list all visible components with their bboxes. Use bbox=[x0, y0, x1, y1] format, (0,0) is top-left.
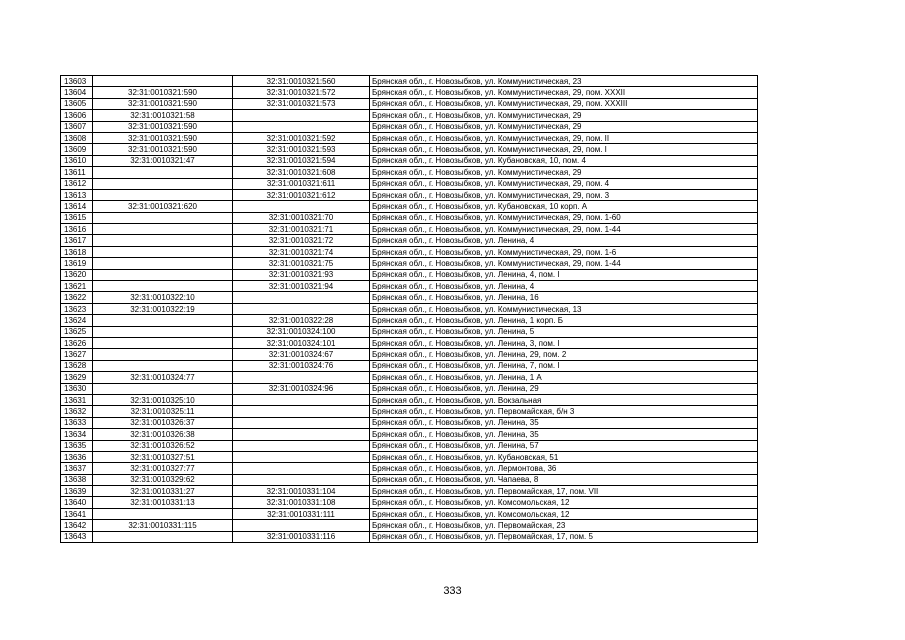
record-number-cell: 13639 bbox=[61, 486, 93, 497]
table-row bbox=[61, 121, 758, 132]
table-row bbox=[61, 212, 758, 223]
land-cadastral-number-cell bbox=[93, 315, 233, 326]
table-row bbox=[61, 326, 758, 337]
building-cadastral-number-cell bbox=[233, 451, 370, 462]
record-number-cell: 13615 bbox=[61, 212, 93, 223]
table-row bbox=[61, 144, 758, 155]
land-cadastral-number-cell: 32:31:0010331:27 bbox=[93, 486, 233, 497]
building-cadastral-number-cell bbox=[233, 292, 370, 303]
table-row bbox=[61, 235, 758, 246]
address-cell: Брянская обл., г. Новозыбков, ул. Вокзальная bbox=[370, 394, 758, 405]
land-cadastral-number-cell bbox=[93, 531, 233, 542]
table-row bbox=[61, 269, 758, 280]
address-cell: Брянская обл., г. Новозыбков, ул. Коммунистическая, 29, пом. XXXII bbox=[370, 87, 758, 98]
building-cadastral-number-cell: 32:31:0010324:100 bbox=[233, 326, 370, 337]
record-number-cell: 13604 bbox=[61, 87, 93, 98]
land-cadastral-number-cell bbox=[93, 508, 233, 519]
address-cell: Брянская обл., г. Новозыбков, ул. Ленина, 16 bbox=[370, 292, 758, 303]
record-number-cell: 13603 bbox=[61, 76, 93, 87]
building-cadastral-number-cell: 32:31:0010321:74 bbox=[233, 246, 370, 257]
record-number-cell: 13637 bbox=[61, 463, 93, 474]
record-number-cell: 13640 bbox=[61, 497, 93, 508]
building-cadastral-number-cell: 32:31:0010321:594 bbox=[233, 155, 370, 166]
building-cadastral-number-cell bbox=[233, 417, 370, 428]
address-cell: Брянская обл., г. Новозыбков, ул. Коммунистическая, 29, пом. 1-44 bbox=[370, 224, 758, 235]
land-cadastral-number-cell bbox=[93, 281, 233, 292]
land-cadastral-number-cell: 32:31:0010326:52 bbox=[93, 440, 233, 451]
record-number-cell: 13636 bbox=[61, 451, 93, 462]
address-cell: Брянская обл., г. Новозыбков, ул. Коммунистическая, 29, пом. 1-60 bbox=[370, 212, 758, 223]
address-cell: Брянская обл., г. Новозыбков, ул. Первомайская, 23 bbox=[370, 520, 758, 531]
record-number-cell: 13606 bbox=[61, 110, 93, 121]
land-cadastral-number-cell bbox=[93, 212, 233, 223]
table-row bbox=[61, 520, 758, 531]
land-cadastral-number-cell: 32:31:0010324:77 bbox=[93, 372, 233, 383]
table-row bbox=[61, 189, 758, 200]
record-number-cell: 13614 bbox=[61, 201, 93, 212]
address-cell: Брянская обл., г. Новозыбков, ул. Комсомольская, 12 bbox=[370, 508, 758, 519]
land-cadastral-number-cell: 32:31:0010321:590 bbox=[93, 144, 233, 155]
building-cadastral-number-cell: 32:31:0010324:101 bbox=[233, 337, 370, 348]
address-cell: Брянская обл., г. Новозыбков, ул. Коммунистическая, 13 bbox=[370, 303, 758, 314]
address-cell: Брянская обл., г. Новозыбков, ул. Ленина, 1 корп. Б bbox=[370, 315, 758, 326]
address-cell: Брянская обл., г. Новозыбков, ул. Коммунистическая, 29 bbox=[370, 110, 758, 121]
building-cadastral-number-cell bbox=[233, 520, 370, 531]
address-cell: Брянская обл., г. Новозыбков, ул. Коммунистическая, 29, пом. 4 bbox=[370, 178, 758, 189]
table-row bbox=[61, 98, 758, 109]
building-cadastral-number-cell: 32:31:0010321:612 bbox=[233, 189, 370, 200]
building-cadastral-number-cell bbox=[233, 394, 370, 405]
record-number-cell: 13641 bbox=[61, 508, 93, 519]
building-cadastral-number-cell: 32:31:0010321:72 bbox=[233, 235, 370, 246]
address-cell: Брянская обл., г. Новозыбков, ул. Лермонтова, 36 bbox=[370, 463, 758, 474]
building-cadastral-number-cell bbox=[233, 406, 370, 417]
address-cell: Брянская обл., г. Новозыбков, ул. Ленина, 29 bbox=[370, 383, 758, 394]
record-number-cell: 13638 bbox=[61, 474, 93, 485]
table-row bbox=[61, 132, 758, 143]
record-number-cell: 13633 bbox=[61, 417, 93, 428]
building-cadastral-number-cell: 32:31:0010321:70 bbox=[233, 212, 370, 223]
address-cell: Брянская обл., г. Новозыбков, ул. Первомайская, 17, пом. VII bbox=[370, 486, 758, 497]
table-row bbox=[61, 76, 758, 87]
record-number-cell: 13607 bbox=[61, 121, 93, 132]
table-row bbox=[61, 178, 758, 189]
land-cadastral-number-cell: 32:31:0010329:62 bbox=[93, 474, 233, 485]
building-cadastral-number-cell: 32:31:0010321:560 bbox=[233, 76, 370, 87]
land-cadastral-number-cell bbox=[93, 235, 233, 246]
address-cell: Брянская обл., г. Новозыбков, ул. Коммунистическая, 29, пом. II bbox=[370, 132, 758, 143]
building-cadastral-number-cell bbox=[233, 474, 370, 485]
table-row bbox=[61, 292, 758, 303]
building-cadastral-number-cell bbox=[233, 440, 370, 451]
address-cell: Брянская обл., г. Новозыбков, ул. Коммунистическая, 29 bbox=[370, 167, 758, 178]
record-number-cell: 13611 bbox=[61, 167, 93, 178]
land-cadastral-number-cell: 32:31:0010322:10 bbox=[93, 292, 233, 303]
record-number-cell: 13608 bbox=[61, 132, 93, 143]
record-number-cell: 13609 bbox=[61, 144, 93, 155]
table-row bbox=[61, 440, 758, 451]
building-cadastral-number-cell: 32:31:0010331:111 bbox=[233, 508, 370, 519]
table-row bbox=[61, 394, 758, 405]
table-row bbox=[61, 417, 758, 428]
building-cadastral-number-cell: 32:31:0010322:28 bbox=[233, 315, 370, 326]
address-cell: Брянская обл., г. Новозыбков, ул. Ленина, 29, пом. 2 bbox=[370, 349, 758, 360]
building-cadastral-number-cell: 32:31:0010321:573 bbox=[233, 98, 370, 109]
land-cadastral-number-cell: 32:31:0010321:47 bbox=[93, 155, 233, 166]
table-row bbox=[61, 531, 758, 542]
table-row bbox=[61, 224, 758, 235]
table-row bbox=[61, 451, 758, 462]
address-cell: Брянская обл., г. Новозыбков, ул. Ленина, 4 bbox=[370, 281, 758, 292]
land-cadastral-number-cell: 32:31:0010322:19 bbox=[93, 303, 233, 314]
address-cell: Брянская обл., г. Новозыбков, ул. Кубановская, 51 bbox=[370, 451, 758, 462]
record-number-cell: 13630 bbox=[61, 383, 93, 394]
land-cadastral-number-cell bbox=[93, 269, 233, 280]
table-row bbox=[61, 258, 758, 269]
land-cadastral-number-cell bbox=[93, 383, 233, 394]
building-cadastral-number-cell: 32:31:0010331:108 bbox=[233, 497, 370, 508]
record-number-cell: 13610 bbox=[61, 155, 93, 166]
table-row bbox=[61, 497, 758, 508]
address-cell: Брянская обл., г. Новозыбков, ул. Первомайская, б/н 3 bbox=[370, 406, 758, 417]
registry-table-body bbox=[61, 76, 758, 543]
address-cell: Брянская обл., г. Новозыбков, ул. Коммунистическая, 29, пом. 3 bbox=[370, 189, 758, 200]
address-cell: Брянская обл., г. Новозыбков, ул. Коммунистическая, 29, пом. 1-6 bbox=[370, 246, 758, 257]
address-cell: Брянская обл., г. Новозыбков, ул. Ленина, 5 bbox=[370, 326, 758, 337]
building-cadastral-number-cell bbox=[233, 303, 370, 314]
table-row bbox=[61, 474, 758, 485]
building-cadastral-number-cell: 32:31:0010331:104 bbox=[233, 486, 370, 497]
table-row bbox=[61, 110, 758, 121]
building-cadastral-number-cell: 32:31:0010321:608 bbox=[233, 167, 370, 178]
address-cell: Брянская обл., г. Новозыбков, ул. Комсомольская, 12 bbox=[370, 497, 758, 508]
building-cadastral-number-cell bbox=[233, 463, 370, 474]
address-cell: Брянская обл., г. Новозыбков, ул. Коммунистическая, 29, пом. XXXIII bbox=[370, 98, 758, 109]
land-cadastral-number-cell bbox=[93, 178, 233, 189]
land-cadastral-number-cell: 32:31:0010325:11 bbox=[93, 406, 233, 417]
table-row bbox=[61, 87, 758, 98]
building-cadastral-number-cell bbox=[233, 110, 370, 121]
land-cadastral-number-cell bbox=[93, 360, 233, 371]
address-cell: Брянская обл., г. Новозыбков, ул. Коммунистическая, 23 bbox=[370, 76, 758, 87]
address-cell: Брянская обл., г. Новозыбков, ул. Ленина, 35 bbox=[370, 417, 758, 428]
building-cadastral-number-cell: 32:31:0010321:75 bbox=[233, 258, 370, 269]
record-number-cell: 13629 bbox=[61, 372, 93, 383]
table-row bbox=[61, 155, 758, 166]
record-number-cell: 13634 bbox=[61, 429, 93, 440]
table-row bbox=[61, 246, 758, 257]
land-cadastral-number-cell bbox=[93, 167, 233, 178]
land-cadastral-number-cell: 32:31:0010331:115 bbox=[93, 520, 233, 531]
address-cell: Брянская обл., г. Новозыбков, ул. Ленина, 7, пом. I bbox=[370, 360, 758, 371]
table-row bbox=[61, 337, 758, 348]
registry-table bbox=[60, 75, 758, 543]
record-number-cell: 13632 bbox=[61, 406, 93, 417]
table-row bbox=[61, 429, 758, 440]
record-number-cell: 13619 bbox=[61, 258, 93, 269]
record-number-cell: 13605 bbox=[61, 98, 93, 109]
table-row bbox=[61, 281, 758, 292]
building-cadastral-number-cell: 32:31:0010324:76 bbox=[233, 360, 370, 371]
address-cell: Брянская обл., г. Новозыбков, ул. Коммунистическая, 29, пом. I bbox=[370, 144, 758, 155]
building-cadastral-number-cell: 32:31:0010321:611 bbox=[233, 178, 370, 189]
land-cadastral-number-cell bbox=[93, 189, 233, 200]
table-row bbox=[61, 463, 758, 474]
record-number-cell: 13628 bbox=[61, 360, 93, 371]
record-number-cell: 13617 bbox=[61, 235, 93, 246]
table-row bbox=[61, 372, 758, 383]
land-cadastral-number-cell bbox=[93, 258, 233, 269]
building-cadastral-number-cell: 32:31:0010331:116 bbox=[233, 531, 370, 542]
land-cadastral-number-cell: 32:31:0010321:590 bbox=[93, 87, 233, 98]
land-cadastral-number-cell: 32:31:0010321:620 bbox=[93, 201, 233, 212]
record-number-cell: 13618 bbox=[61, 246, 93, 257]
address-cell: Брянская обл., г. Новозыбков, ул. Чапаева, 8 bbox=[370, 474, 758, 485]
record-number-cell: 13622 bbox=[61, 292, 93, 303]
table-row bbox=[61, 406, 758, 417]
address-cell: Брянская обл., г. Новозыбков, ул. Ленина, 4 bbox=[370, 235, 758, 246]
land-cadastral-number-cell: 32:31:0010321:590 bbox=[93, 98, 233, 109]
building-cadastral-number-cell bbox=[233, 429, 370, 440]
address-cell: Брянская обл., г. Новозыбков, ул. Коммунистическая, 29 bbox=[370, 121, 758, 132]
record-number-cell: 13624 bbox=[61, 315, 93, 326]
land-cadastral-number-cell: 32:31:0010321:58 bbox=[93, 110, 233, 121]
table-row bbox=[61, 303, 758, 314]
building-cadastral-number-cell: 32:31:0010324:96 bbox=[233, 383, 370, 394]
address-cell: Брянская обл., г. Новозыбков, ул. Ленина, 57 bbox=[370, 440, 758, 451]
land-cadastral-number-cell bbox=[93, 76, 233, 87]
page-number: 333 bbox=[443, 585, 462, 597]
record-number-cell: 13616 bbox=[61, 224, 93, 235]
land-cadastral-number-cell: 32:31:0010321:590 bbox=[93, 121, 233, 132]
building-cadastral-number-cell: 32:31:0010324:67 bbox=[233, 349, 370, 360]
building-cadastral-number-cell: 32:31:0010321:592 bbox=[233, 132, 370, 143]
building-cadastral-number-cell: 32:31:0010321:71 bbox=[233, 224, 370, 235]
land-cadastral-number-cell bbox=[93, 326, 233, 337]
address-cell: Брянская обл., г. Новозыбков, ул. Кубановская, 10, пом. 4 bbox=[370, 155, 758, 166]
building-cadastral-number-cell: 32:31:0010321:93 bbox=[233, 269, 370, 280]
land-cadastral-number-cell bbox=[93, 224, 233, 235]
land-cadastral-number-cell bbox=[93, 246, 233, 257]
land-cadastral-number-cell: 32:31:0010321:590 bbox=[93, 132, 233, 143]
land-cadastral-number-cell bbox=[93, 349, 233, 360]
record-number-cell: 13621 bbox=[61, 281, 93, 292]
land-cadastral-number-cell: 32:31:0010326:37 bbox=[93, 417, 233, 428]
record-number-cell: 13625 bbox=[61, 326, 93, 337]
land-cadastral-number-cell: 32:31:0010325:10 bbox=[93, 394, 233, 405]
table-row bbox=[61, 383, 758, 394]
record-number-cell: 13642 bbox=[61, 520, 93, 531]
record-number-cell: 13631 bbox=[61, 394, 93, 405]
record-number-cell: 13626 bbox=[61, 337, 93, 348]
table-row bbox=[61, 349, 758, 360]
record-number-cell: 13643 bbox=[61, 531, 93, 542]
record-number-cell: 13612 bbox=[61, 178, 93, 189]
record-number-cell: 13613 bbox=[61, 189, 93, 200]
building-cadastral-number-cell: 32:31:0010321:94 bbox=[233, 281, 370, 292]
record-number-cell: 13635 bbox=[61, 440, 93, 451]
building-cadastral-number-cell bbox=[233, 201, 370, 212]
table-row bbox=[61, 201, 758, 212]
record-number-cell: 13623 bbox=[61, 303, 93, 314]
address-cell: Брянская обл., г. Новозыбков, ул. Первомайская, 17, пом. 5 bbox=[370, 531, 758, 542]
building-cadastral-number-cell: 32:31:0010321:572 bbox=[233, 87, 370, 98]
land-cadastral-number-cell: 32:31:0010331:13 bbox=[93, 497, 233, 508]
table-row bbox=[61, 167, 758, 178]
address-cell: Брянская обл., г. Новозыбков, ул. Ленина, 35 bbox=[370, 429, 758, 440]
land-cadastral-number-cell bbox=[93, 337, 233, 348]
table-row bbox=[61, 486, 758, 497]
record-number-cell: 13620 bbox=[61, 269, 93, 280]
land-cadastral-number-cell: 32:31:0010326:38 bbox=[93, 429, 233, 440]
building-cadastral-number-cell bbox=[233, 121, 370, 132]
address-cell: Брянская обл., г. Новозыбков, ул. Коммунистическая, 29, пом. 1-44 bbox=[370, 258, 758, 269]
table-row bbox=[61, 508, 758, 519]
building-cadastral-number-cell: 32:31:0010321:593 bbox=[233, 144, 370, 155]
land-cadastral-number-cell: 32:31:0010327:51 bbox=[93, 451, 233, 462]
address-cell: Брянская обл., г. Новозыбков, ул. Ленина, 1 А bbox=[370, 372, 758, 383]
address-cell: Брянская обл., г. Новозыбков, ул. Кубановская, 10 корп. А bbox=[370, 201, 758, 212]
land-cadastral-number-cell: 32:31:0010327:77 bbox=[93, 463, 233, 474]
address-cell: Брянская обл., г. Новозыбков, ул. Ленина, 3, пом. I bbox=[370, 337, 758, 348]
address-cell: Брянская обл., г. Новозыбков, ул. Ленина, 4, пом. I bbox=[370, 269, 758, 280]
record-number-cell: 13627 bbox=[61, 349, 93, 360]
table-row bbox=[61, 315, 758, 326]
table-row bbox=[61, 360, 758, 371]
building-cadastral-number-cell bbox=[233, 372, 370, 383]
